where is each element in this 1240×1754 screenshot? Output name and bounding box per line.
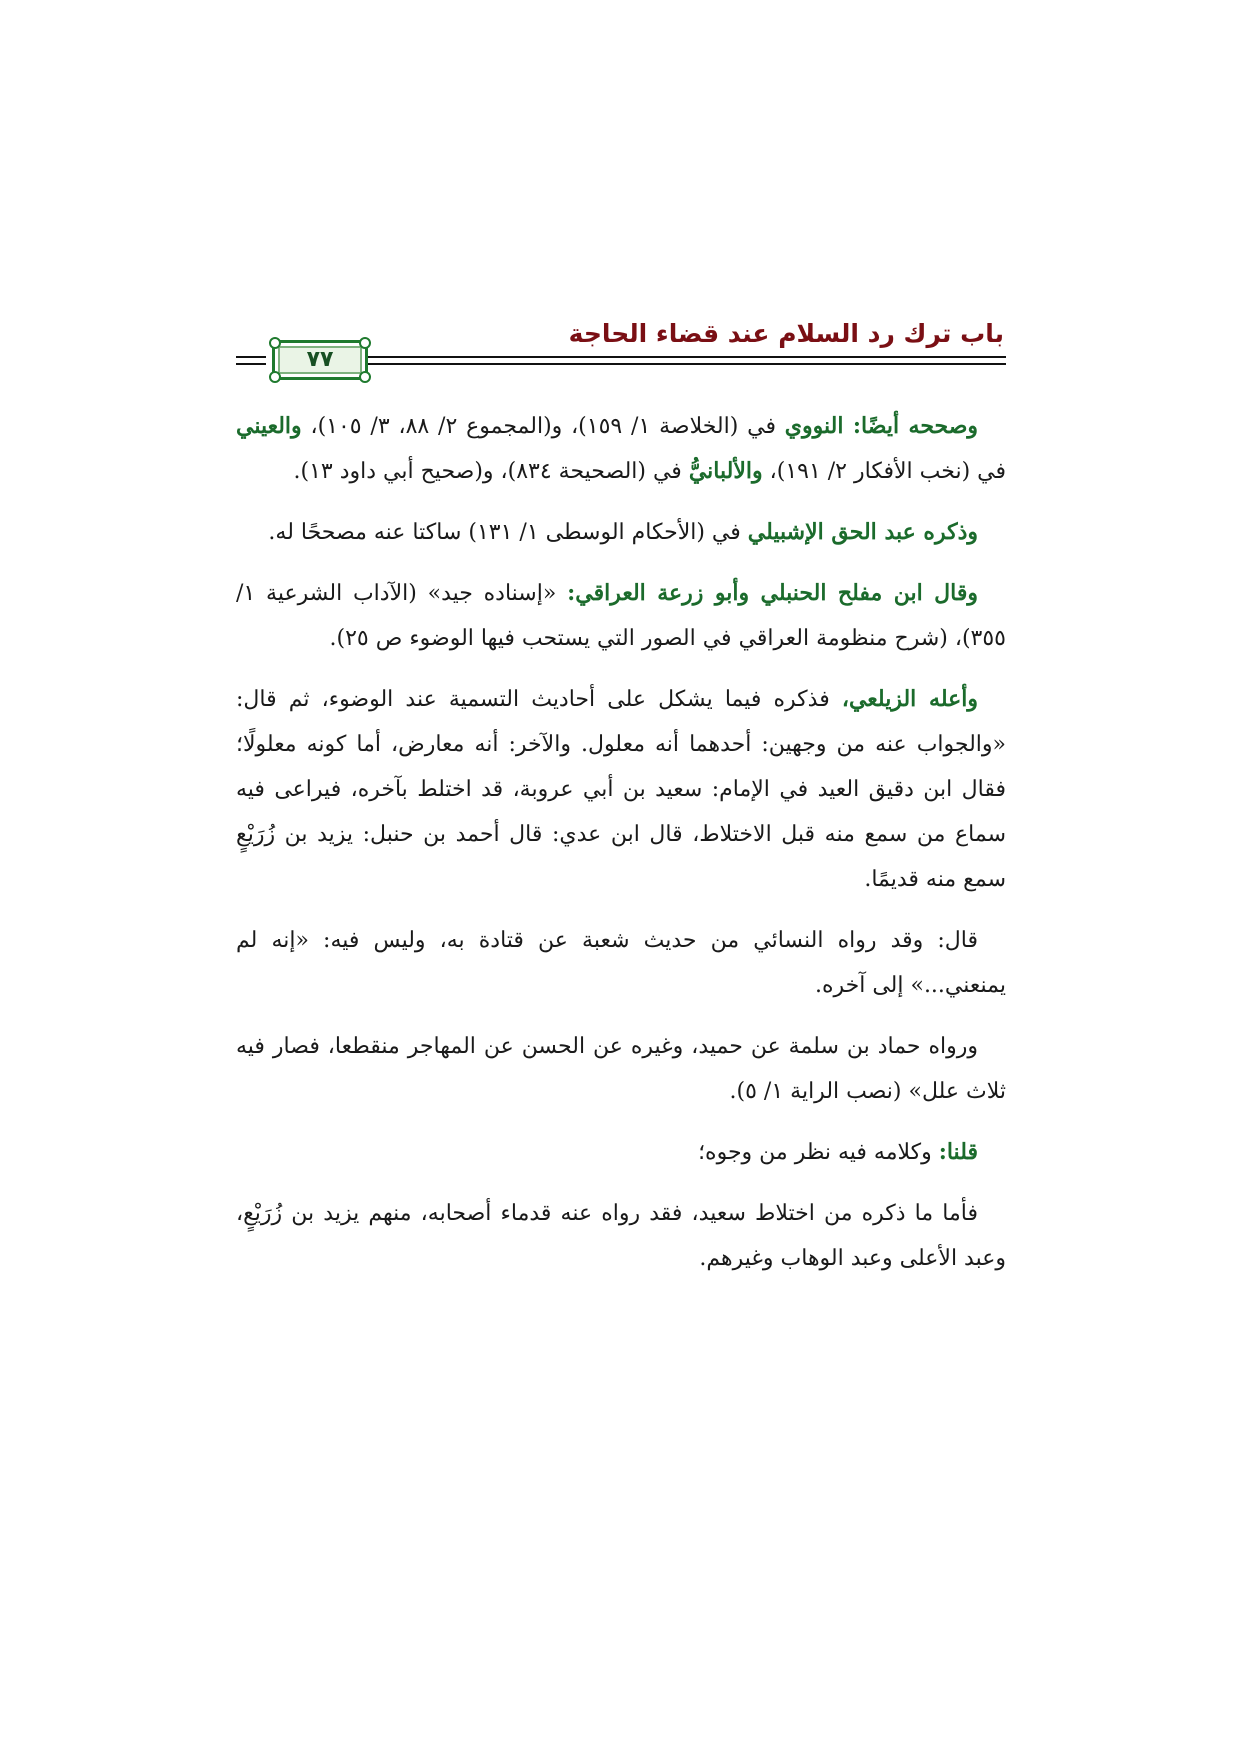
text-run: وكلامه فيه نظر من وجوه؛ xyxy=(698,1140,939,1165)
text-run: ورواه حماد بن سلمة عن حميد، وغيره عن الحسن عن المهاجر منقطعا، فصار فيه ثلاث علل» (نصب الراية ١/ ٥). xyxy=(236,1034,1006,1104)
paragraph xyxy=(236,1024,1006,1114)
text-run: في (الصحيحة ٨٣٤)، و(صحيح أبي داود ١٣). xyxy=(293,459,689,484)
header-rule-right-top xyxy=(366,356,1006,358)
highlighted-phrase: والعيني xyxy=(236,413,302,439)
paragraph xyxy=(236,1130,1006,1175)
paragraph xyxy=(236,404,1006,494)
text-run: في (الأحكام الوسطى ١/ ١٣١) ساكتا عنه مصححًا له. xyxy=(268,520,748,545)
paragraph xyxy=(236,918,1006,1008)
paragraph xyxy=(236,1191,1006,1281)
highlighted-phrase: وأعله الزيلعي، xyxy=(841,686,979,712)
text-run: «إسناده جيد» (الآداب الشرعية ١/ ٣٥٥)، (شرح منظومة العراقي في الصور التي يستحب فيها الوضوء ص ٢٥). xyxy=(236,581,1006,651)
highlighted-phrase: وقال ابن مفلح الحنبلي وأبو زرعة العراقي: xyxy=(567,580,978,606)
highlighted-phrase: والألبانيُّ xyxy=(688,458,763,484)
paragraph xyxy=(236,571,1006,661)
chapter-title: باب ترك رد السلام عند قضاء الحاجة xyxy=(568,319,1004,348)
header-rule-left-top xyxy=(236,356,266,358)
highlighted-phrase: وذكره عبد الحق الإشبيلي xyxy=(747,519,978,545)
paragraph xyxy=(236,677,1006,902)
text-run: في (نخب الأفكار ٢/ ١٩١)، xyxy=(762,459,1006,484)
paragraph xyxy=(236,510,1006,555)
page-number-badge xyxy=(272,340,368,380)
header-rule-left-bottom xyxy=(236,363,266,365)
text-run: في (الخلاصة ١/ ١٥٩)، و(المجموع ٢/ ٨٨، ٣/ ١٠٥)، xyxy=(301,414,785,439)
page-body xyxy=(236,404,1006,1297)
text-run: قال: وقد رواه النسائي من حديث شعبة عن قتادة به، وليس فيه: «إنه لم يمنعني...» إلى آخره. xyxy=(236,928,1006,998)
ornament-corner-icon xyxy=(359,337,371,349)
highlighted-phrase: وصححه أيضًا: النووي xyxy=(784,413,979,439)
text-run: فذكره فيما يشكل على أحاديث التسمية عند الوضوء، ثم قال: «والجواب عنه من وجهين: أحدهما أنه معلول. والآخر: أنه معارض، أما كونه معلولًا؛ فقال ابن دقيق العيد في الإمام: سعيد بن أبي عروبة، قد اختلط بآخره، فيراعى فيه سماع من سمع منه قبل الاختلاط، قال ابن عدي: قال أحمد بن حنبل: يزيد بن زُرَيْعٍ سمع منه قديمًا. xyxy=(236,687,1007,892)
running-header xyxy=(236,316,1006,386)
ornament-corner-icon xyxy=(359,371,371,383)
ornament-corner-icon xyxy=(269,371,281,383)
ornament-corner-icon xyxy=(269,337,281,349)
highlighted-phrase: قلنا: xyxy=(938,1139,978,1165)
text-run: فأما ما ذكره من اختلاط سعيد، فقد رواه عنه قدماء أصحابه، منهم يزيد بن زُرَيْعٍ، وعبد الأعلى وعبد الوهاب وغيرهم. xyxy=(236,1201,1006,1271)
page-number: ٧٧ xyxy=(306,347,334,372)
header-rule-right-bottom xyxy=(366,363,1006,365)
